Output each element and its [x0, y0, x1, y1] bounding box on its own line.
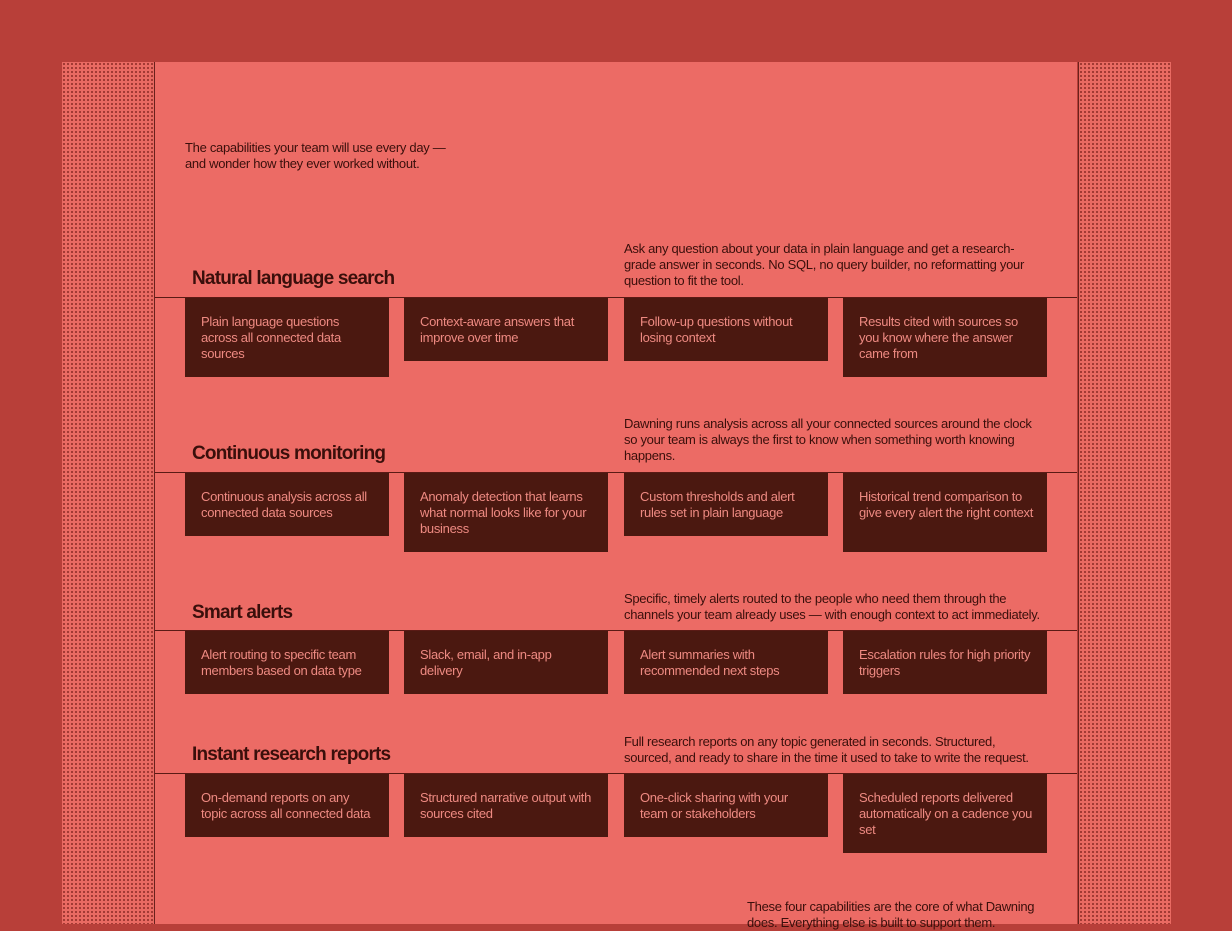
feature-card: One-click sharing with your team or stakeholders: [624, 774, 828, 837]
feature-title: Instant research reports: [192, 744, 391, 765]
feature-card: Plain language questions across all connected data sources: [185, 298, 389, 377]
feature-card: Slack, email, and in-app delivery: [404, 631, 608, 694]
feature-card: Custom thresholds and alert rules set in plain language: [624, 473, 828, 536]
closing-text: These four capabilities are the core of what Dawning does. Everything else is built to support them.: [747, 899, 1035, 930]
intro-text: The capabilities your team will use every day — and wonder how they ever worked without.: [185, 140, 446, 171]
feature-card: Historical trend comparison to give every alert the right context: [843, 473, 1047, 552]
feature-card: Alert summaries with recommended next steps: [624, 631, 828, 694]
feature-card: Anomaly detection that learns what normal looks like for your business: [404, 473, 608, 552]
feature-card: Structured narrative output with sources cited: [404, 774, 608, 837]
feature-description: Full research reports on any topic generated in seconds. Structured, sourced, and ready to share in the time it used to take to write the request.: [624, 734, 1029, 765]
feature-title: Natural language search: [192, 268, 395, 289]
main-content: [155, 62, 1077, 930]
feature-card: Follow-up questions without losing context: [624, 298, 828, 361]
feature-card: Continuous analysis across all connected data sources: [185, 473, 389, 536]
feature-card: Context-aware answers that improve over time: [404, 298, 608, 361]
feature-title: Continuous monitoring: [192, 443, 386, 464]
feature-card: Alert routing to specific team members based on data type: [185, 631, 389, 694]
left-pattern-panel: [62, 62, 155, 924]
feature-description: Ask any question about your data in plain language and get a research-grade answer in seconds. No SQL, no query builder, no reformatting your question to fit the tool.: [624, 241, 1024, 288]
feature-title: Smart alerts: [192, 602, 293, 623]
feature-card: Escalation rules for high priority triggers: [843, 631, 1047, 694]
feature-card: On-demand reports on any topic across all connected data: [185, 774, 389, 837]
feature-description: Specific, timely alerts routed to the people who need them through the channels your team already uses — with enough context to act immediately.: [624, 591, 1040, 622]
feature-description: Dawning runs analysis across all your connected sources around the clock so your team is always the first to know when something worth knowing happens.: [624, 416, 1032, 463]
feature-card: Scheduled reports delivered automatically on a cadence you set: [843, 774, 1047, 853]
feature-card: Results cited with sources so you know where the answer came from: [843, 298, 1047, 377]
right-pattern-panel: [1078, 62, 1171, 924]
